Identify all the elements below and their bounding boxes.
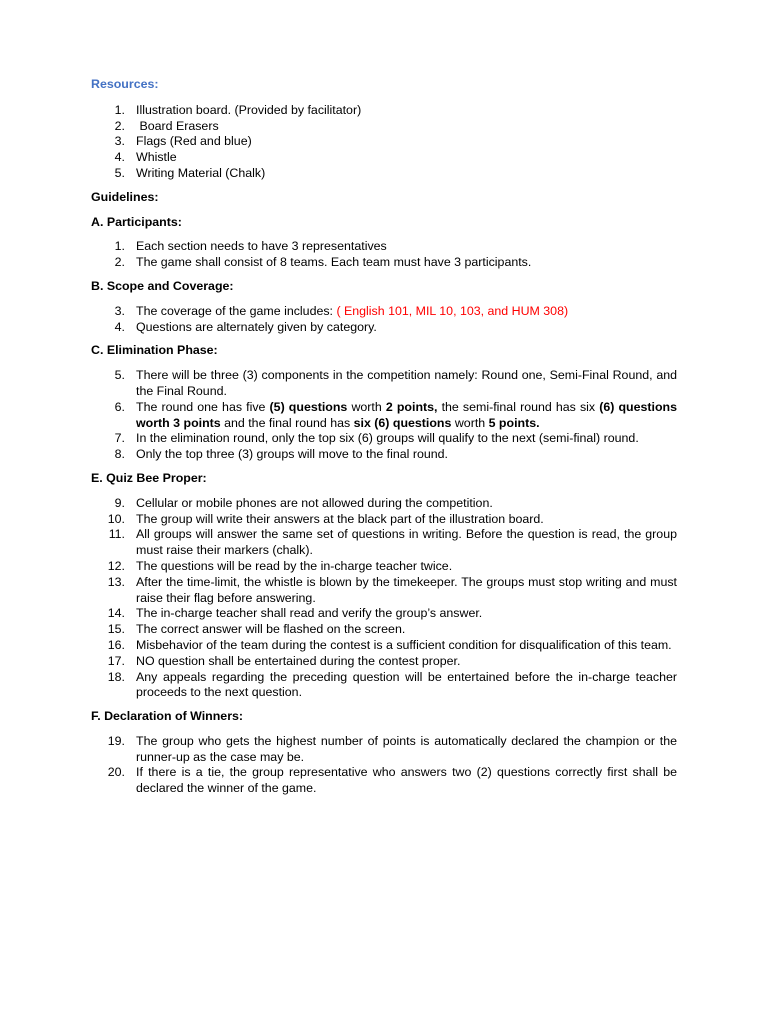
item-number: 18.	[107, 669, 125, 684]
resources-heading: Resources:	[91, 77, 159, 91]
list-item	[91, 150, 677, 166]
list-item	[91, 304, 677, 320]
item-number: 1.	[114, 239, 125, 254]
item-number: 2.	[114, 255, 125, 270]
text-run: the semi-final round has six	[437, 399, 600, 414]
list-item	[91, 606, 677, 622]
text-run: and the final round has	[220, 415, 354, 430]
list-item	[91, 765, 677, 797]
item-number: 5.	[114, 368, 125, 383]
item-number: 20.	[107, 765, 125, 780]
resources-list	[91, 103, 677, 182]
item-number: 2.	[114, 118, 125, 133]
item-text: Board Erasers	[136, 118, 219, 133]
item-text: Only the top three (3) groups will move to the final round.	[136, 447, 448, 462]
list-item	[91, 622, 677, 638]
list-item	[91, 527, 677, 559]
item-text: All groups will answer the same set of questions in writing. Before the question is read, the group must raise their markers (chalk).	[136, 527, 677, 558]
item-text	[136, 399, 681, 432]
item-text: If there is a tie, the group representative who answers two (2) questions correctly first shall be declared the winner of the game.	[136, 765, 677, 796]
scope-list	[91, 304, 677, 336]
item-number: 13.	[107, 574, 125, 589]
list-item	[91, 134, 677, 150]
list-item	[91, 654, 677, 670]
item-number: 4.	[114, 150, 125, 165]
participants-heading: A. Participants:	[91, 214, 182, 229]
item-text: There will be three (3) components in the competition namely: Round one, Semi-Final Round, and the Final Round.	[136, 368, 677, 398]
item-text: Misbehavior of the team during the contest is a sufficient condition for disqualification of this team.	[136, 637, 672, 652]
list-item	[91, 638, 677, 654]
item-number: 1.	[114, 102, 125, 117]
winners-heading: F. Declaration of Winners:	[91, 709, 244, 724]
item-number: 9.	[114, 495, 125, 510]
item-text: Whistle	[136, 150, 177, 165]
item-text: In the elimination round, only the top six (6) groups will qualify to the next (semi-final) round.	[136, 431, 639, 446]
list-item	[91, 320, 677, 336]
item-text: Flags (Red and blue)	[136, 134, 252, 149]
item-number: 4.	[114, 319, 125, 334]
list-item	[91, 239, 677, 255]
list-item	[91, 399, 681, 432]
participants-list	[91, 239, 677, 271]
list-item	[91, 431, 677, 447]
guidelines-heading: Guidelines:	[91, 189, 159, 204]
item-text	[136, 304, 677, 320]
item-text: The correct answer will be flashed on the screen.	[136, 622, 406, 637]
item-number: 6.	[114, 399, 125, 414]
list-item	[91, 447, 677, 463]
text-run: worth	[451, 415, 489, 430]
item-number: 3.	[114, 303, 125, 318]
item-text: After the time-limit, the whistle is blown by the timekeeper. The groups must stop writing and must raise their flag before answering.	[136, 574, 677, 605]
item-number: 16.	[107, 637, 125, 652]
list-item	[91, 734, 677, 766]
list-item	[91, 512, 677, 528]
item-text: Any appeals regarding the preceding question will be entertained before the in-charge teacher proceeds to the next question.	[136, 669, 677, 700]
elimination-heading: C. Elimination Phase:	[91, 343, 218, 358]
item-number: 8.	[114, 447, 125, 462]
document-content	[91, 77, 681, 805]
item-text: Questions are alternately given by category.	[136, 319, 377, 334]
list-item	[91, 103, 677, 119]
text-run: worth	[347, 399, 386, 414]
bold-run: (5) questions	[269, 399, 348, 414]
item-text: The group who gets the highest number of points is automatically declared the champion or the runner-up as the case may be.	[136, 733, 677, 764]
item-number: 3.	[114, 134, 125, 149]
list-item	[91, 496, 677, 512]
list-item	[91, 670, 677, 702]
list-item	[91, 255, 677, 271]
winners-list	[91, 734, 677, 797]
item-number: 17.	[107, 653, 125, 668]
item-number: 14.	[107, 606, 125, 621]
list-item	[91, 575, 677, 607]
list-item	[91, 119, 677, 135]
item-text: Illustration board. (Provided by facilitator)	[136, 102, 362, 117]
bold-run: (6) questions worth 3 points	[136, 399, 681, 430]
item-text: The in-charge teacher shall read and verify the group’s answer.	[136, 606, 483, 621]
item-number: 11.	[108, 527, 125, 542]
item-text: Each section needs to have 3 representatives	[136, 239, 387, 254]
coverage-subjects: ( English 101, MIL 10, 103, and HUM 308)	[336, 303, 569, 318]
list-item	[91, 166, 677, 182]
quiz-bee-list	[91, 496, 677, 701]
item-text: The game shall consist of 8 teams. Each team must have 3 participants.	[136, 255, 532, 270]
item-text: The questions will be read by the in-charge teacher twice.	[136, 558, 453, 573]
item-number: 5.	[114, 165, 125, 180]
item-text: Writing Material (Chalk)	[136, 165, 266, 180]
bold-run: 2 points,	[385, 399, 438, 414]
item-text: Cellular or mobile phones are not allowed during the competition.	[136, 495, 493, 510]
bold-run: 5 points.	[488, 415, 540, 430]
item-text: The group will write their answers at the black part of the illustration board.	[136, 511, 544, 526]
item-number: 19.	[107, 733, 125, 748]
item-text: NO question shall be entertained during the contest proper.	[136, 653, 461, 668]
item-number: 12.	[107, 558, 125, 573]
list-item	[91, 368, 677, 400]
item-number: 10.	[107, 511, 125, 526]
quiz-bee-heading: E. Quiz Bee Proper:	[91, 470, 207, 485]
coverage-text: The coverage of the game includes:	[136, 303, 337, 318]
item-number: 7.	[114, 431, 125, 446]
bold-run: six (6) questions	[353, 415, 452, 430]
item-number: 15.	[107, 622, 125, 637]
elimination-list	[91, 368, 681, 463]
text-run: The round one has five	[136, 399, 270, 414]
list-item	[91, 559, 677, 575]
scope-heading: B. Scope and Coverage:	[91, 278, 234, 293]
